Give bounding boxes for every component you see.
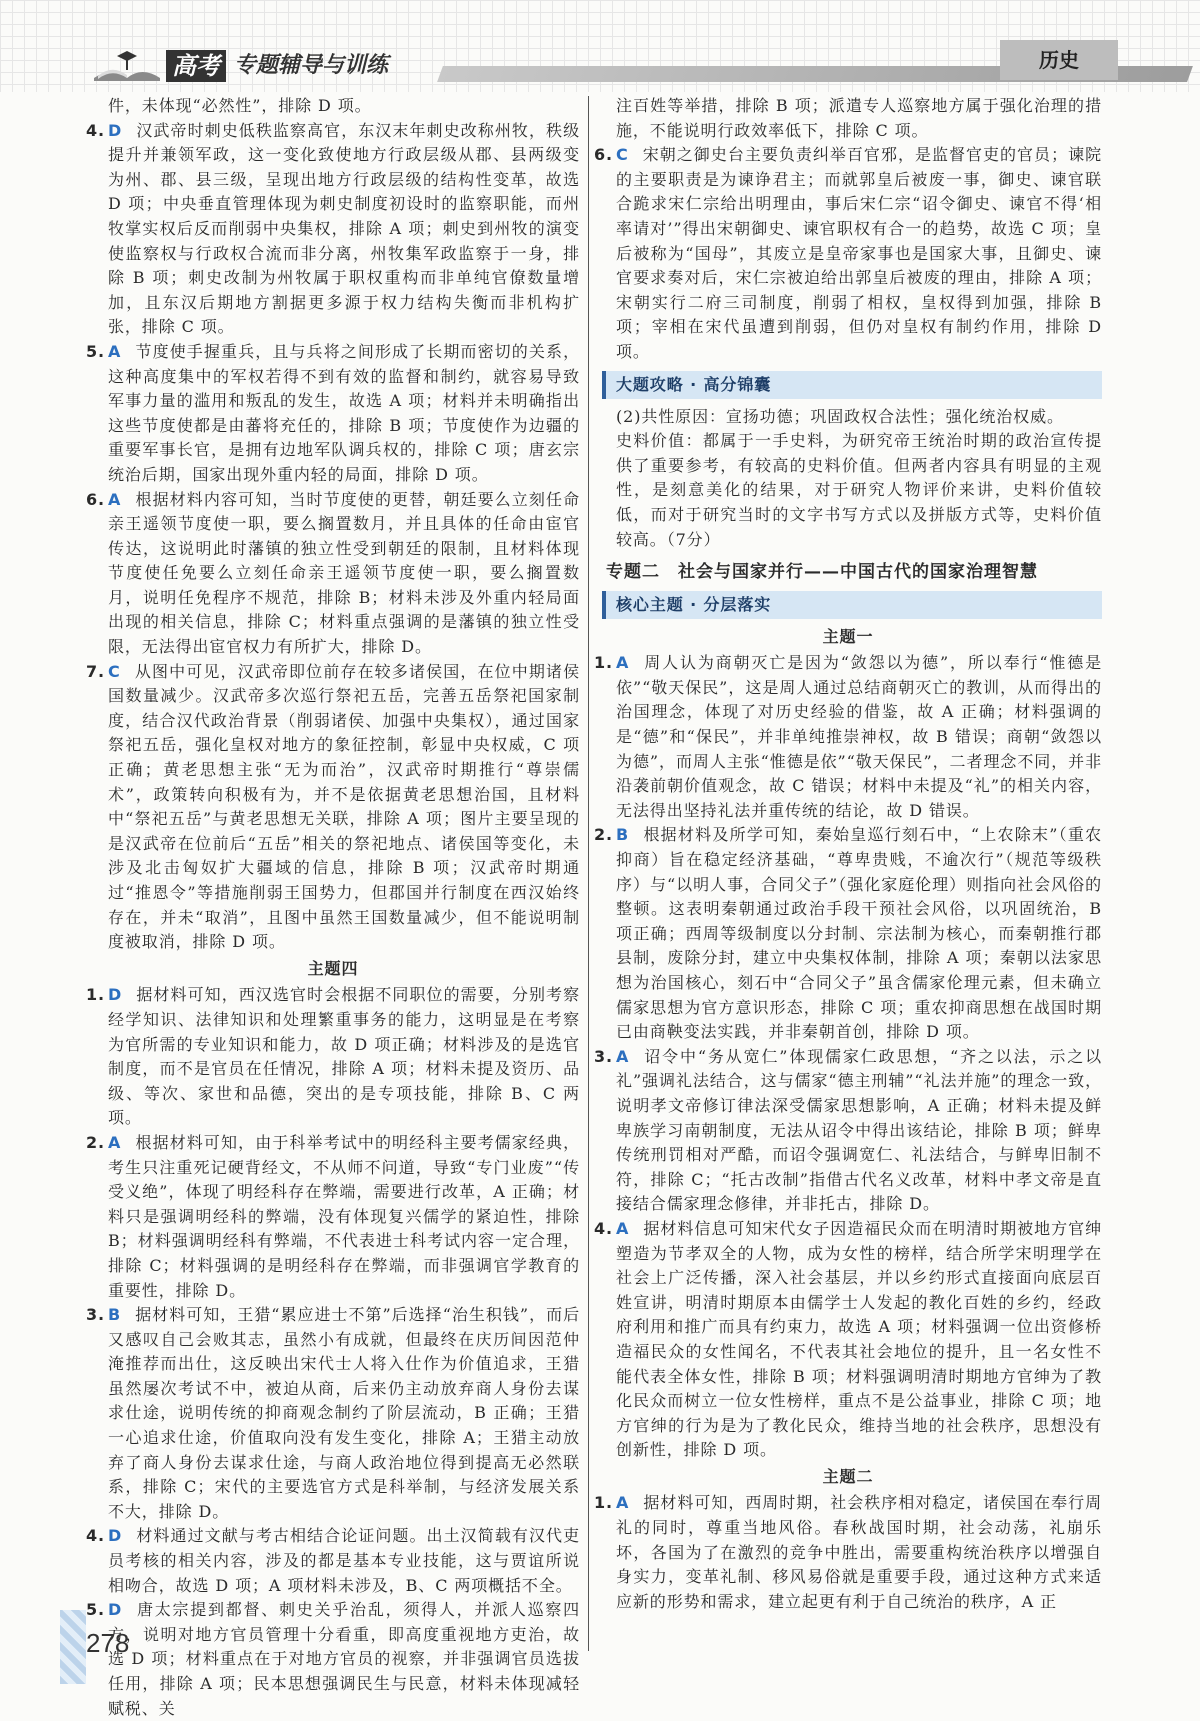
answer-item: [86, 488, 580, 660]
column-divider: [588, 96, 589, 1651]
answer-letter: A: [108, 1132, 122, 1152]
item-number: 4.: [594, 1218, 614, 1238]
answer-item: [86, 340, 580, 488]
page-number: 278: [86, 1628, 130, 1658]
answer-paragraph: (2)共性原因：宣扬功德；巩固政权合法性；强化统治权威。: [616, 406, 1064, 426]
explanation-text: 唐太宗提到都督、刺史关乎治乱，须得人，并派人巡察四方，说明对地方官员管理十分看重，即高度重视地方吏治，故选 D 项；材料重点在于对地方官员的视察，并非强调官员选拔任用，排除 A 项；民本思想强调民生与民意，材料未体现减轻赋税、关: [108, 1600, 580, 1718]
book-series-title: 专题辅导与训练: [234, 53, 389, 78]
explanation-text: 根据材料内容可知，当时节度使的更替，朝廷要么立刻任命亲王遥领节度使一职，要么搁置数月，并且具体的任命由宦官传达，这说明此时藩镇的独立性受到朝廷的限制，且材料体现节度使任免要么立刻任命亲王遥领节度使一职，要么搁置数月，说明任免程序不规范，排除 B；材料未涉及外重内轻局面出现的相关信息，排除 C；材料重点强调的是藩镇的独立性受限，无法得出宦官权力有所扩大，排除 D。: [108, 489, 580, 657]
continued-text: 件，未体现“必然性”，排除 D 项。: [108, 96, 372, 115]
answer-letter: C: [616, 145, 629, 165]
item-number: 1.: [594, 1493, 614, 1513]
answer-item: [86, 983, 580, 1131]
explanation-text: 周人认为商朝灭亡是因为“敛怨以为德”，所以奉行“惟德是依”“敬天保民”，这是周人通过总结商朝灭亡的教训，从而得出的治国理念，体现了对历史经验的借鉴，故 A 正确；材料强调的是“德”和“保民”，并非单纯推崇神权，故 B 错误；商朝“敛怨以为德”，而周人主张“惟德是依”“敬天保民”，二者理念不同，并非沿袭前朝价值观念，故 C 错误；材料中未提及“礼”的相关内容，无法得出坚持礼法并重传统的结论，故 D 错误。: [616, 653, 1102, 820]
explanation-text: 根据材料及所学可知，秦始皇巡行刻石中，“上农除末”（重农抑商）旨在稳定经济基础，“尊卑贵贱，不逾次行”（规范等级秩序）与“以明人事，合同父子”（强化家庭伦理）则指向社会风俗的整顿。这表明秦朝通过政治手段干预社会风俗，以巩固统治，B 项正确；西周等级制度以分封制、宗法制为核心，而秦朝推行郡县制，废除分封，建立中央集权体制，排除 A 项；秦朝以法家思想为治国核心，刻石中“合同父子”虽含儒家伦理元素，但未确立儒家思想为官方意识形态，排除 C 项；重农抑商思想在战国时期已由商鞅变法实践，并非秦朝首创，排除 D 项。: [616, 825, 1102, 1042]
answer-letter: D: [108, 1600, 123, 1620]
item-number: 3.: [86, 1305, 106, 1325]
answer-letter: B: [616, 825, 630, 845]
item-number: 7.: [86, 661, 106, 681]
book-logo-icon: [92, 48, 162, 82]
answer-item: [86, 1598, 580, 1721]
answer-item: [594, 1217, 1102, 1463]
answer-letter: C: [108, 661, 121, 681]
explanation-text: 根据材料可知，由于科举考试中的明经科主要考儒家经典，考生只注重死记硬背经文，不从师不问道，导致“专门业废”“传受义绝”，体现了明经科存在弊端，需要进行改革，A 正确；材料只是强调明经科的弊端，没有体现复兴儒学的紧迫性，排除 B；材料强调明经科有弊端，不代表进士科考试内容一定合理，排除 C；材料强调的是明经科存在弊端，而非强调官学教育的重要性，排除 D。: [108, 1132, 580, 1300]
chapter-heading: 专题二 社会与国家并行——中国古代的国家治理智慧: [606, 562, 1038, 583]
explanation-text: 据材料信息可知宋代女子因造福民众而在明清时期被地方官绅塑造为节孝双全的人物，成为女性的榜样，结合所学宋明理学在社会上广泛传播，深入社会基层，并以乡约形式直接面向底层百姓宣讲，明清时期原本由儒学士人发起的教化百姓的乡约，经政府利用和推广而具有约束力，故选 A 项；材料强调一位出资修桥造福民众的女性闻名，不代表其社会地位的提升，且一名女性不能代表全体女性，排除 B 项；材料强调明清时期地方官绅为了教化民众而树立一位女性榜样，重点不是公益事业，排除 C 项；地方官绅的行为是为了教化民众，维持当地的社会秩序，思想没有创新性，排除 D 项。: [616, 1218, 1102, 1460]
explanation-text: 据材料可知，西周时期，社会秩序相对稳定，诸侯国在奉行周礼的同时，尊重当地风俗。春秋战国时期，社会动荡，礼崩乐坏，各国为了在激烈的竞争中胜出，需要重构统治秩序以增强自身实力，变革礼制、移风易俗就是重要手段，通过这种方式来适应新的形势和需求，建立起更有利于自己统治的秩序，A 正: [616, 1493, 1102, 1611]
topic-subheading: 主题一: [822, 626, 874, 646]
answer-item: [86, 119, 580, 340]
explanation-text: 节度使手握重兵，且与兵将之间形成了长期而密切的关系，这种高度集中的军权若得不到有效的监督和制约，就容易导致军事力量的滥用和叛乱的发生，故选 A 项；材料并未明确指出这些节度使都是由蕃将充任的，排除 B 项；节度使作为边疆的重要军事长官，是拥有边地军队调兵权的，排除 C 项；唐玄宗统治后期，国家出现外重内轻的局面，排除 D 项。: [108, 341, 580, 484]
item-number: 2.: [594, 825, 614, 845]
explanation-text: 材料通过文献与考古相结合论证问题。出土汉简载有汉代吏员考核的相关内容，涉及的都是基本专业技能，这与贾谊所说相吻合，故选 D 项；A 项材料未涉及，B、C 两项概括不全。: [108, 1526, 580, 1595]
answer-item: [594, 143, 1102, 364]
item-number: 3.: [594, 1046, 614, 1066]
explanation-text: 诏令中“务从宽仁”体现儒家仁政思想，“齐之以法，示之以礼”强调礼法结合，这与儒家“德主刑辅”“礼法并施”的理念一致，说明孝文帝修订律法深受儒家思想影响，A 正确；材料未提及鲜卑族学习南朝制度，无法从诏令中得出该结论，排除 B 项；鲜卑传统刑罚相对严酷，而诏令强调宽仁、礼法结合，与鲜卑旧制不符，排除 C；“托古改制”指借古代名义改革，材料中孝文帝是直接结合儒家理念修律，并非托古，排除 D。: [616, 1046, 1102, 1214]
answer-item: [86, 660, 580, 955]
item-number: 4.: [86, 120, 106, 140]
left-column: [86, 94, 580, 1721]
item-number: 4.: [86, 1526, 106, 1546]
answer-letter: D: [108, 985, 123, 1005]
answer-item: [86, 1524, 580, 1598]
answer-letter: D: [108, 1526, 123, 1546]
answer-item: [594, 1045, 1102, 1217]
section-banner: 核心主题 · 分层落实: [602, 591, 1102, 619]
brand-mark: 高考: [166, 50, 226, 82]
item-number: 6.: [86, 489, 106, 509]
answer-item: [594, 651, 1102, 823]
answer-letter: A: [108, 489, 122, 509]
answer-item: [86, 1303, 580, 1524]
item-number: 5.: [86, 341, 106, 361]
explanation-text: 据材料可知，西汉选官时会根据不同职位的需要，分别考察经学知识、法律知识和处理繁重事务的能力，这明显是在考察为官所需的专业知识和能力，故 D 项正确；材料涉及的是选官制度，而不是官员在任情况，排除 A 项；材料未提及资历、品级、等次、家世和品德，突出的是专项技能，排除 B、C 两项。: [108, 985, 580, 1128]
item-number: 2.: [86, 1132, 106, 1152]
answer-item: [86, 1131, 580, 1303]
answer-letter: D: [108, 120, 123, 140]
answer-paragraph: 史料价值：都属于一手史料，为研究帝王统治时期的政治宣传提供了重要参考，有较高的史料价值。但两者内容具有明显的主观性，是刻意美化的结果，对于研究人物评价来讲，史料价值较低，而对于研究当时的文字书写方式以及拼版方式等，史料价值较高。（7分）: [616, 431, 1102, 549]
topic-subheading: 主题二: [822, 1466, 874, 1486]
answer-item: [594, 1491, 1102, 1614]
explanation-text: 据材料可知，王猎“累应进士不第”后选择“治生积钱”，而后又感叹自己会败其志，虽然小有成就，但最终在庆历间因范仲淹推荐而出仕，这反映出宋代士人将入仕作为价值追求，王猎虽然屡次考试不中，被迫从商，后来仍主动放弃商人身份去谋求仕途，说明传统的抑商观念制约了阶层流动，B 正确；王猎一心追求仕途，价值取向没有发生变化，排除 A；王猎主动放弃了商人身份去谋求仕途，与商人政治地位得到提高无必然联系，排除 C；宋代的主要选官方式是科举制，与经济发展关系不大，排除 D。: [108, 1305, 580, 1521]
item-number: 5.: [86, 1600, 106, 1620]
corner-decoration: [60, 1610, 86, 1684]
answer-letter: A: [616, 1046, 630, 1066]
answer-item: [594, 823, 1102, 1044]
answer-letter: B: [108, 1305, 122, 1325]
subject-tab: 历史: [1000, 40, 1118, 80]
continued-text: 注百姓等举措，排除 B 项；派遣专人巡察地方属于强化治理的措施，不能说明行政效率低下，排除 C 项。: [616, 96, 1102, 140]
item-number: 1.: [594, 653, 614, 673]
item-number: 6.: [594, 145, 614, 165]
answer-letter: A: [616, 1493, 630, 1513]
page-header: [0, 0, 1200, 92]
answer-letter: A: [616, 1218, 630, 1238]
answer-letter: A: [616, 653, 630, 673]
right-column: [594, 94, 1102, 1614]
answer-letter: A: [108, 341, 122, 361]
section-banner: 大题攻略 · 高分锦囊: [602, 371, 1102, 399]
topic-subheading: 主题四: [307, 958, 359, 978]
item-number: 1.: [86, 985, 106, 1005]
explanation-text: 从图中可见，汉武帝即位前存在较多诸侯国，在位中期诸侯国数量减少。汉武帝多次巡行祭祀五岳，完善五岳祭祀国家制度，结合汉代政治背景（削弱诸侯、加强中央集权），通过国家祭祀五岳，强化皇权对地方的象征控制，彰显中央权威，C 项正确；黄老思想主张“无为而治”，汉武帝时期推行“尊崇儒术”，政策转向积极有为，并不是依据黄老思想治国，且材料中“祭祀五岳”与黄老思想无关联，排除 A 项；图片主要呈现的是汉武帝在位前后“五岳”相关的祭祀地点、诸侯国等变化，未涉及北击匈奴扩大疆域的信息，排除 B 项；汉武帝时期通过“推恩令”等措施削弱王国势力，但郡国并行制度在西汉始终存在，并未“取消”，且图中虽然王国数量减少，但不能说明制度被取消，排除 D 项。: [108, 661, 580, 952]
explanation-text: 宋朝之御史台主要负责纠举百官邪，是监督官吏的官员；谏院的主要职责是为谏诤君主；而就郭皇后被废一事，御史、谏官联合跪求宋仁宗给出明理由，事后宋仁宗“诏令御史、谏官不得‘相率请对’”得出宋朝御史、谏官职权有合一的趋势，故选 C 项；皇后被称为“国母”，其废立是皇帝家事也是国家大事，且御史、谏官要求奏对后，宋仁宗被迫给出郭皇后被废的理由，排除 A 项；宋朝实行二府三司制度，削弱了相权，皇权得到加强，排除 B 项；宰相在宋代虽遭到削弱，但仍对皇权有制约作用，排除 D 项。: [616, 145, 1102, 361]
explanation-text: 汉武帝时刺史低秩监察高官，东汉末年刺史改称州牧，秩级提升并兼领军政，这一变化致使地方行政层级从郡、县两级变为州、郡、县三级，呈现出地方行政层级的结构性变革，故选 D 项；中央垂直管理体现为刺史制度初设时的监察职能，而州牧掌实权后反而削弱中央集权，排除 A 项；刺史到州牧的演变使监察权与行政权合流而非分离，州牧集军政监察于一身，排除 B 项；刺史改制为州牧属于职权重构而非单纯官僚数量增加，且东汉后期地方割据更多源于权力结构失衡而非机构扩张，排除 C 项。: [108, 120, 580, 337]
